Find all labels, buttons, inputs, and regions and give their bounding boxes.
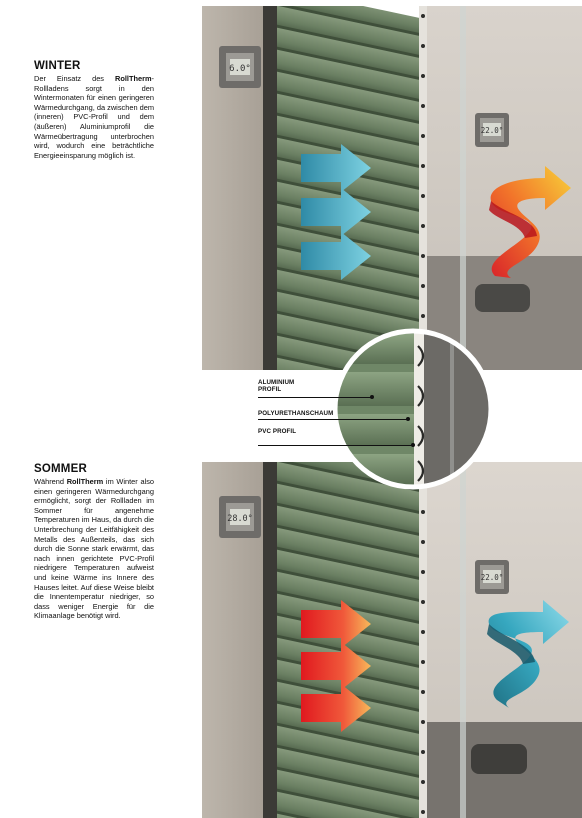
outdoor-thermostat xyxy=(219,46,261,88)
callout-polyurethan-line xyxy=(258,419,408,420)
callout-pvc-line xyxy=(258,445,413,446)
callout-polyurethan-dot xyxy=(406,417,410,421)
outdoor-temp: 28.0° xyxy=(227,514,253,524)
cushion xyxy=(475,284,530,312)
wall-shadow xyxy=(263,6,277,370)
summer-paragraph xyxy=(34,477,154,621)
cold-arrows xyxy=(301,144,371,280)
callout-aluminium-line xyxy=(258,397,372,398)
callout-aluminium: ALUMINIUM PROFIL xyxy=(258,379,295,394)
callout-pvc-dot xyxy=(411,443,415,447)
callout-aluminium-dot xyxy=(370,395,374,399)
outdoor-thermostat xyxy=(219,496,261,538)
summer-heading: SOMMER xyxy=(34,463,87,475)
winter-text-post: -Rollladens sorgt in den Wintermonaten für einen geringeren Wärmedurchgang, da zwischen dem (inneren) PVC-Profil und dem (äußeren) Aluminiumprofil die Wärmeübertragung unterbrochen wird, wodurch eine beträchtliche Energieeinsparung möglich ist. xyxy=(34,74,154,160)
indoor-temp: 22.0° xyxy=(480,573,504,582)
glass-frame xyxy=(460,462,466,818)
summer-illustration xyxy=(175,462,582,818)
shutter-slats xyxy=(277,6,425,370)
callout-pvc: PVC PROFIL xyxy=(258,428,297,435)
indoor-temp: 22.0° xyxy=(480,126,504,135)
hot-arrows xyxy=(301,600,371,732)
summer-text-post: im Winter also einen geringeren Wärmedurchgang ermöglicht, sorgt der Rollladen im Sommer für angenehme Temperaturen im Haus, da durch die Unterbrechung der Leitfähigkeit des Metalls des Außenteils, das sich durch die Sonne stark erwärmt, das nach innen gerichtete PVC-Profil niedrigere Temperaturen aufweist und keine Wärme ins Innere des Hauses leitet. Auf diese Weise bleibt die Innentemperatur niedriger, so dass weniger Energie für die Klimaanlage benötigt wird. xyxy=(34,477,155,621)
winter-section xyxy=(34,60,154,160)
summer-scene-svg xyxy=(175,462,582,818)
indoor-thermostat xyxy=(475,113,509,147)
callout-polyurethan: POLYURETHANSCHAUM xyxy=(258,410,334,417)
winter-illustration xyxy=(175,6,582,370)
outdoor-temp: 6.0° xyxy=(229,64,251,74)
summer-brand: RollTherm xyxy=(66,477,104,486)
winter-text-pre: Der Einsatz des xyxy=(34,74,115,83)
winter-scene-svg xyxy=(175,6,582,370)
detail-magnifier xyxy=(330,326,496,492)
summer-text-pre: Während xyxy=(34,477,67,486)
winter-brand: RollTherm xyxy=(114,74,152,83)
winter-heading: WINTER xyxy=(34,60,81,72)
glass-frame xyxy=(460,6,466,370)
summer-section xyxy=(34,463,154,621)
pvc-edge xyxy=(419,462,427,818)
indoor-thermostat xyxy=(475,560,509,594)
cushion xyxy=(471,744,527,774)
wall-shadow xyxy=(263,462,277,818)
winter-paragraph xyxy=(34,74,154,160)
